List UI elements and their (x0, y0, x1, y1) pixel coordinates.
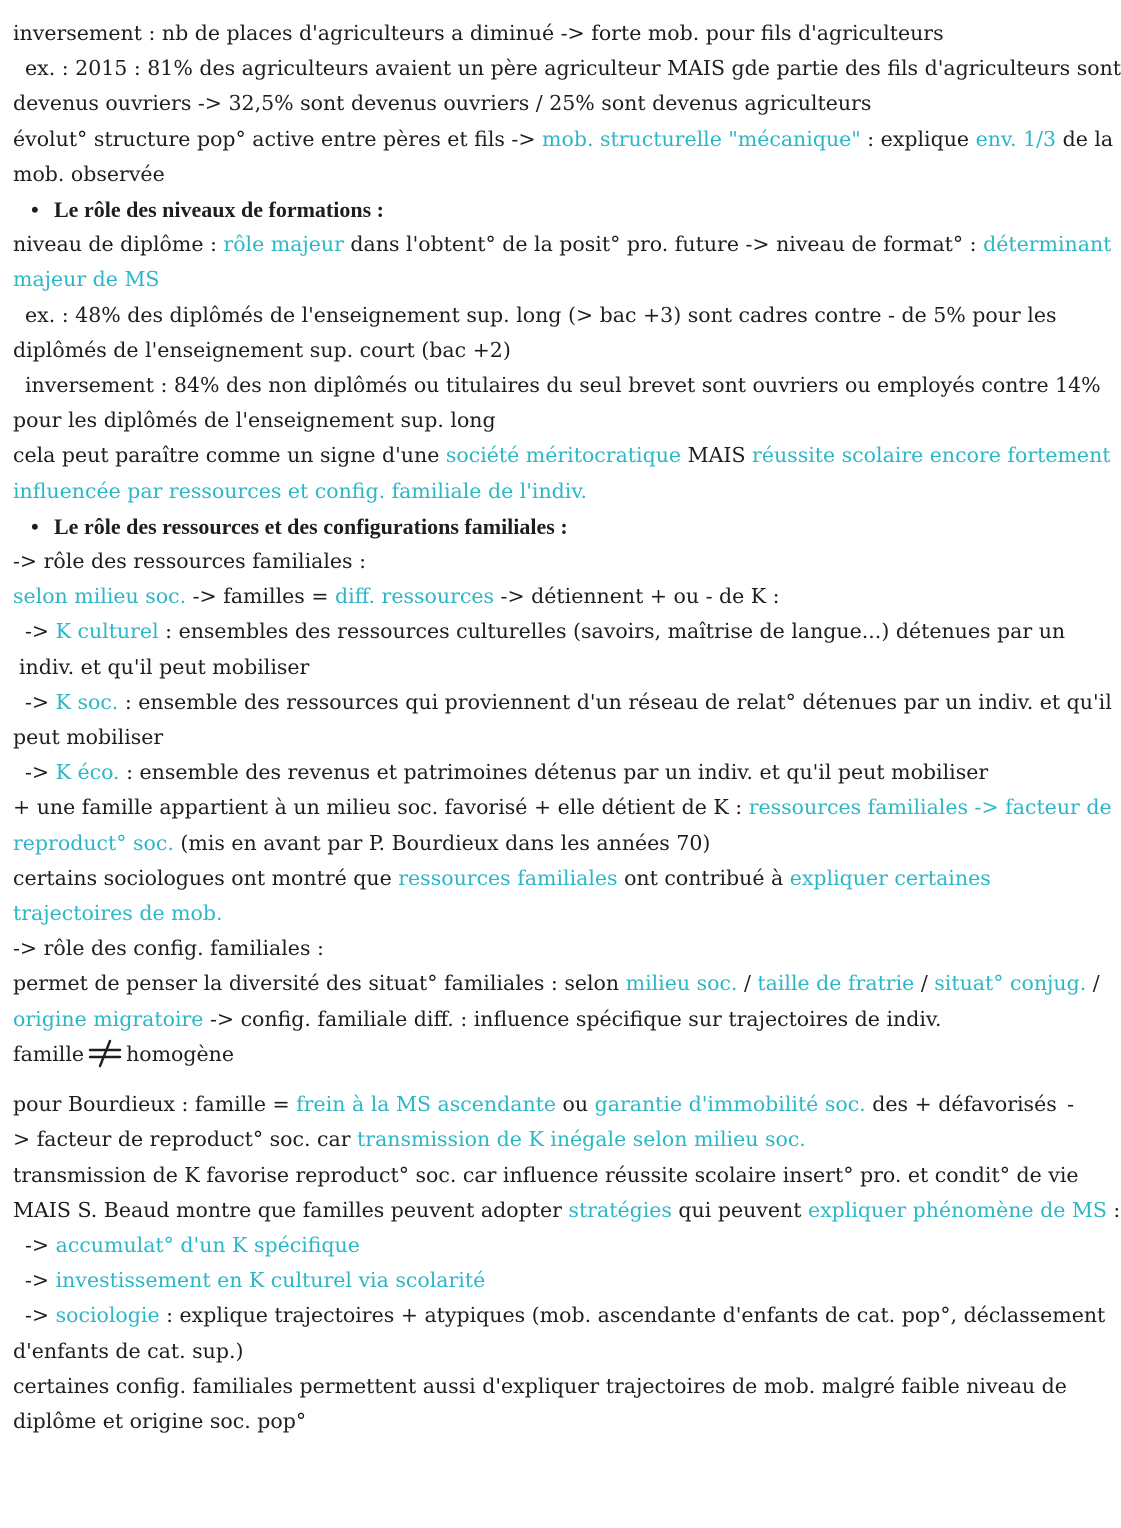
highlight-term: déterminant (983, 232, 1112, 257)
text-line: reproduct° soc. (mis en avant par P. Bourdieux dans les années 70) (13, 830, 711, 855)
text-line: origine migratoire -> config. familiale diff. : influence spécifique sur trajectoires de indiv. (13, 1006, 942, 1031)
text-line: MAIS S. Beaud montre que familles peuvent adopter stratégies qui peuvent expliquer phénomène de MS : (13, 1197, 1121, 1222)
section-heading: • Le rôle des ressources et des configurations familiales : (13, 509, 1070, 544)
text-line: pour Bourdieux : famille = frein à la MS ascendante ou garantie d'immobilité soc. des + défavorisés - (13, 1092, 1074, 1117)
text-line: niveau de diplôme : rôle majeur dans l'obtent° de la posit° pro. future -> niveau de format° : déterminant (13, 232, 1112, 257)
highlight-term: ressources familiales -> facteur de (748, 795, 1112, 820)
text-line (13, 896, 1070, 931)
highlight-term: env. 1/3 (975, 126, 1057, 151)
highlight-term: accumulat° d'un K spécifique (55, 1232, 360, 1257)
text-line: indiv. et qu'il peut mobiliser (19, 654, 310, 679)
highlight-term: garantie d'immobilité soc. (594, 1092, 866, 1117)
text-line: > facteur de reproduct° soc. car transmission de K inégale selon milieu soc. (13, 1127, 806, 1152)
text-line: -> sociologie : explique trajectoires + atypiques (mob. ascendante d'enfants de cat. pop°, déclassement (25, 1303, 1106, 1328)
highlight-term: ressources familiales (398, 865, 618, 890)
text-line: d'enfants de cat. sup.) (13, 1338, 244, 1363)
text-line: diplômés de l'enseignement sup. court (bac +2) (13, 337, 511, 362)
text-line: -> investissement en K culturel via scolarité (25, 1268, 486, 1293)
text-line: inversement : 84% des non diplômés ou titulaires du seul brevet sont ouvriers ou employés contre 14% (25, 373, 1101, 398)
text-line: selon milieu soc. -> familles = diff. ressources -> détiennent + ou - de K : (13, 584, 780, 609)
text-line: inversement : nb de places d'agriculteurs a diminué -> forte mob. pour fils d'agriculteurs (13, 21, 944, 45)
text-line: permet de penser la diversité des situat° familiales : selon milieu soc. / taille de fratrie / situat° conjug. / (13, 971, 1100, 996)
text-line: certaines config. familiales permettent aussi d'expliquer trajectoires de mob. malgré faible niveau de (13, 1373, 1067, 1398)
text-line: -> K soc. : ensemble des ressources qui proviennent d'un réseau de relat° détenues par un indiv. et qu'il (25, 689, 1112, 714)
text-line: cela peut paraître comme un signe d'une société méritocratique MAIS réussite scolaire encore fortement (13, 443, 1111, 468)
highlight-term: expliquer certaines (789, 865, 991, 890)
highlight-term: société méritocratique (445, 443, 682, 468)
highlight-term: stratégies (568, 1197, 672, 1222)
text-line: certains sociologues ont montré que ressources familiales ont contribué à expliquer certaines (13, 865, 991, 890)
highlight-term: rôle majeur (223, 232, 344, 257)
text-line: transmission de K favorise reproduct° soc. car influence réussite scolaire insert° pro. et condit° de vie (13, 1162, 1079, 1187)
text-line: + une famille appartient à un milieu soc. favorisé + elle détient de K : ressources familiales -> facteur de (13, 795, 1112, 820)
highlight-term: milieu soc. (625, 971, 738, 996)
highlight-term: réussite scolaire encore fortement (752, 443, 1111, 468)
text-line: devenus ouvriers -> 32,5% sont devenus ouvriers / 25% sont devenus agriculteurs (13, 91, 872, 116)
text-line (13, 474, 1070, 509)
text-line (13, 262, 1070, 297)
highlight-term: K soc. (55, 689, 119, 714)
highlight-term: mob. structurelle "mécanique" (542, 126, 861, 151)
text-line: -> rôle des config. familiales : (13, 936, 324, 961)
highlight-term: investissement en K culturel via scolarité (55, 1268, 486, 1293)
highlight-term: reproduct° soc. (13, 830, 174, 855)
highlight-term: trajectoires de mob. (13, 901, 223, 926)
text-line: -> accumulat° d'un K spécifique (25, 1232, 360, 1257)
highlight-term: diff. ressources (335, 584, 495, 609)
highlight-term: origine migratoire (13, 1006, 204, 1031)
highlight-term: taille de fratrie (757, 971, 915, 996)
highlight-term: expliquer phénomène de MS (807, 1197, 1107, 1222)
section-heading: • Le rôle des niveaux de formations : (13, 192, 1070, 227)
highlight-term: K culturel (55, 619, 159, 644)
text-line: -> K éco. : ensemble des revenus et patrimoines détenus par un indiv. et qu'il peut mobiliser (25, 760, 989, 785)
text-line: évolut° structure pop° active entre pères et fils -> mob. structurelle "mécanique" : explique env. 1/3 de la (13, 126, 1114, 151)
text-line: peut mobiliser (13, 725, 164, 750)
text-line: ex. : 2015 : 81% des agriculteurs avaient un père agriculteur MAIS gde partie des fils d'agriculteurs sont (25, 56, 1121, 81)
text-line: ex. : 48% des diplômés de l'enseignement sup. long (> bac +3) sont cadres contre - de 5% pour les (25, 302, 1057, 327)
highlight-term: influencée par ressources et config. familiale de l'indiv. (13, 478, 588, 503)
bullet-icon: • (31, 513, 39, 539)
text-line: mob. observée (13, 161, 165, 186)
highlight-term: transmission de K inégale selon milieu soc. (357, 1127, 806, 1152)
text-line: pour les diplômés de l'enseignement sup. long (13, 408, 496, 433)
highlight-term: situat° conjug. (934, 971, 1087, 996)
bullet-icon: • (31, 197, 39, 223)
highlight-term: majeur de MS (13, 267, 160, 292)
highlight-term: K éco. (55, 760, 120, 785)
text-line: -> K culturel : ensembles des ressources culturelles (savoirs, maîtrise de langue...) détenues par un (25, 619, 1066, 644)
not-equal-symbol-icon (86, 1039, 124, 1067)
text-line: -> rôle des ressources familiales : (13, 549, 366, 574)
highlight-term: sociologie (55, 1303, 160, 1328)
text-line: famille homogène (13, 1037, 1070, 1072)
highlight-term: frein à la MS ascendante (296, 1092, 557, 1117)
highlight-term: selon milieu soc. (13, 584, 187, 609)
text-line: diplôme et origine soc. pop° (13, 1408, 307, 1433)
